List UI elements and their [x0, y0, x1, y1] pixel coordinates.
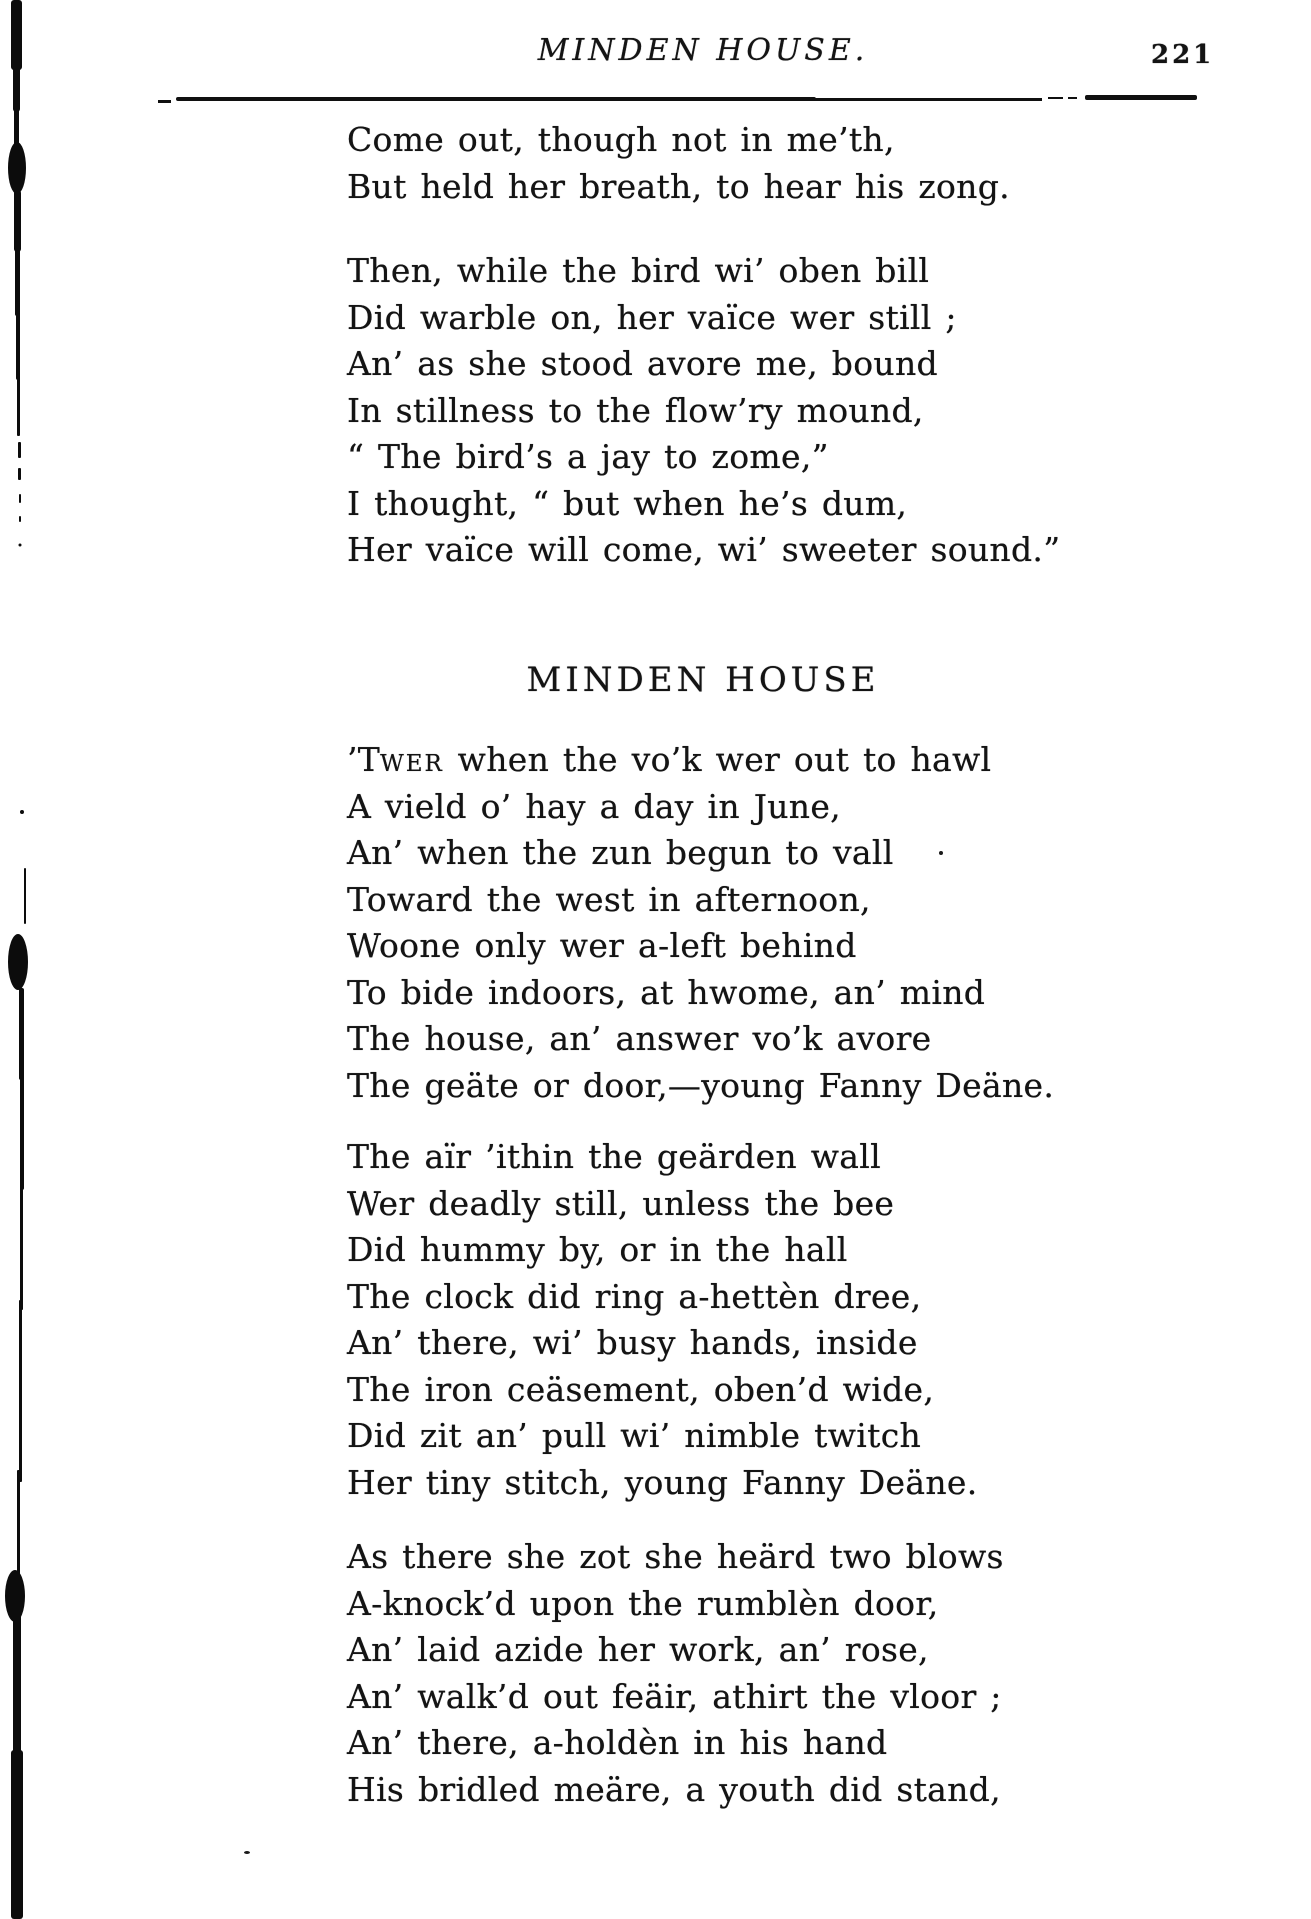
poem-title: MINDEN HOUSE — [526, 660, 880, 700]
poem-line: The aïr ’ithin the geärden wall — [347, 1137, 881, 1176]
poem-line: A vield o’ hay a day in June, — [347, 786, 841, 826]
poem-line: The iron ceäsement, oben’d wide, — [347, 1369, 935, 1409]
poem-line: The geäte or door,—young Fanny Deäne. — [347, 1065, 1055, 1105]
poem-line: The house, an’ answer vo’k avore — [347, 1019, 932, 1058]
poem-line: Wer deadly still, unless the bee — [347, 1183, 895, 1223]
rule-segment — [470, 98, 1042, 101]
poem-line: Then, while the bird wi’ oben bill — [347, 251, 930, 290]
stanza — [347, 1534, 1004, 1813]
poem-line: “ The bird’s a jay to zome,” — [347, 437, 829, 476]
stanza — [347, 248, 1060, 574]
poem-line: As there she zot she heärd two blows — [347, 1537, 1004, 1576]
running-title: MINDEN HOUSE. — [537, 33, 869, 68]
stanza — [347, 117, 1010, 210]
poem-line: Come out, though not in me’th, — [347, 120, 895, 159]
poem-line: An’ there, a-holdèn in his hand — [347, 1723, 888, 1762]
opening-rest: when the vo’k wer out to hawl — [443, 740, 992, 779]
stanza — [347, 737, 1054, 1109]
poem-line: An’ as she stood avore me, bound — [347, 344, 938, 383]
poem-line: Did zit an’ pull wi’ nimble twitch — [347, 1416, 922, 1455]
poem-line: Woone only wer a-left behind — [347, 926, 857, 965]
poem-line: Toward the west in afternoon, — [347, 879, 871, 919]
rule-segment — [1085, 95, 1197, 100]
opening-small-caps: wer — [380, 740, 444, 779]
poem-line: I thought, “ but when he’s dum, — [347, 483, 908, 523]
opening-pre: ’T — [347, 740, 381, 779]
poem-line: An’ there, wi’ busy hands, inside — [347, 1323, 918, 1362]
poem-line: His bridled meäre, a youth did stand, — [347, 1769, 1001, 1809]
poem-line: A-knock’d upon the rumblèn door, — [347, 1583, 939, 1623]
rule-segment — [1048, 97, 1063, 99]
poem-line: An’ when the zun begun to vall — [347, 833, 894, 872]
poem-line: To bide indoors, at hwome, an’ mind — [347, 972, 986, 1012]
page-number: 221 — [1151, 40, 1215, 70]
poem-line: Her tiny stitch, young Fanny Deäne. — [347, 1462, 978, 1502]
rule-segment — [158, 100, 171, 103]
binding-ink-mark — [0, 0, 36, 1919]
poem-line: Did warble on, her vaïce wer still ; — [347, 297, 957, 337]
poem-line: In stillness to the flow’ry mound, — [347, 390, 924, 430]
ink-speck — [939, 851, 943, 855]
poem-line: The clock did ring a-hettèn dree, — [347, 1276, 922, 1316]
stanza — [347, 1134, 978, 1506]
ink-speck — [244, 1851, 250, 1854]
poem-line: Her vaïce will come, wi’ sweeter sound.” — [347, 530, 1061, 569]
poem-line: But held her breath, to hear his zong. — [347, 166, 1010, 206]
poem-line opening-line — [347, 737, 1054, 784]
rule-segment — [1068, 97, 1077, 99]
poem-line: An’ laid azide her work, an’ rose, — [347, 1630, 929, 1669]
poem-line: Did hummy by, or in the hall — [347, 1230, 848, 1269]
poem-line: An’ walk’d out feäir, athirt the vloor ; — [347, 1676, 1002, 1716]
